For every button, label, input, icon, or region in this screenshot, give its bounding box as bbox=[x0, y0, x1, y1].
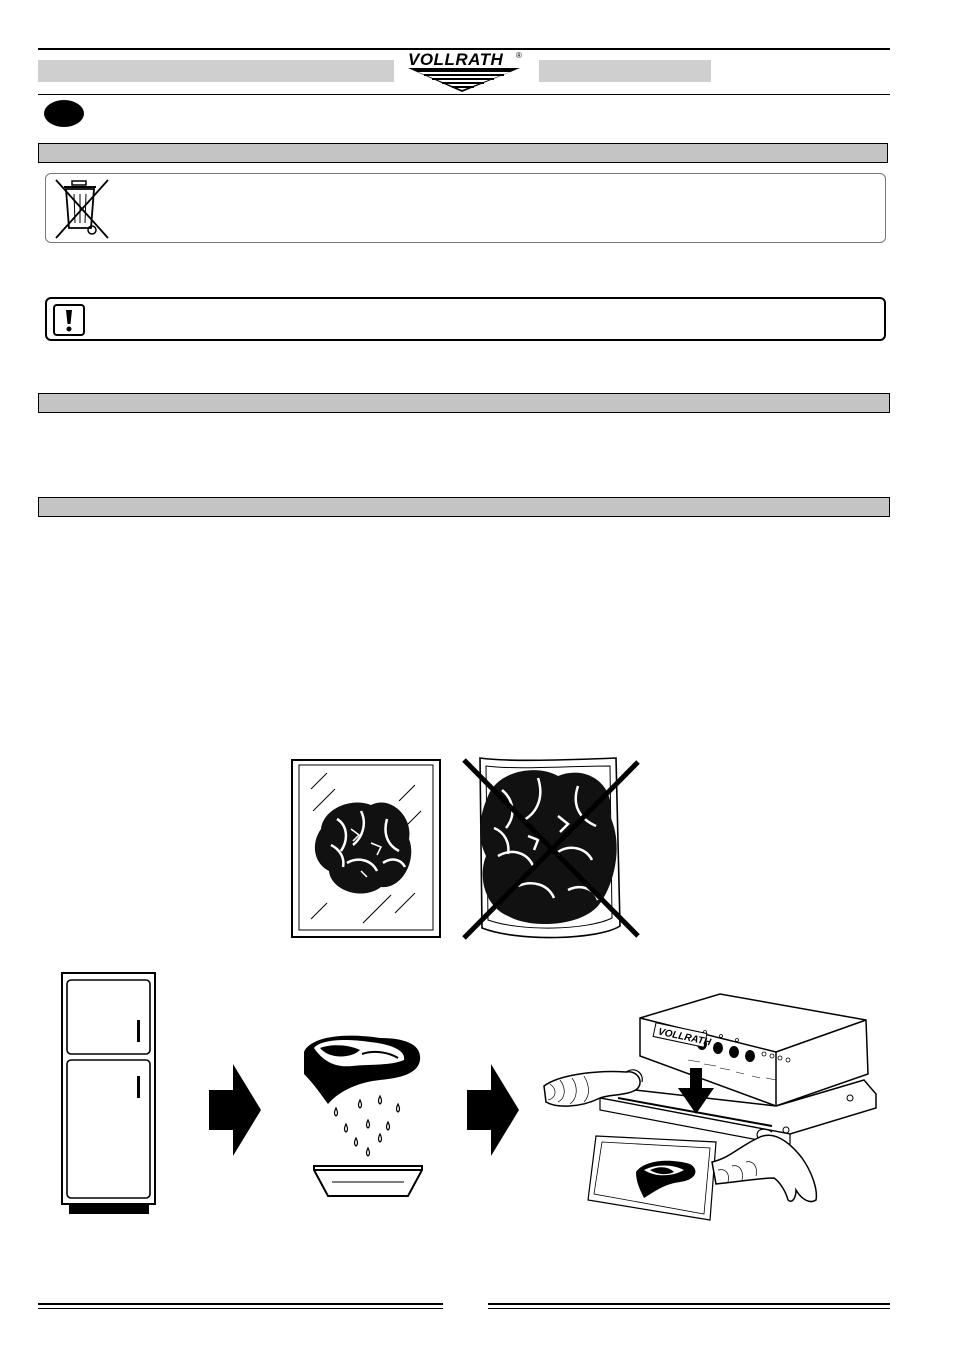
footer-right-rule-2 bbox=[488, 1308, 890, 1309]
section-bar-1 bbox=[38, 143, 888, 163]
footer-right-rule-1 bbox=[488, 1303, 890, 1305]
right-arrow-icon bbox=[467, 1064, 519, 1156]
footer-left-rule-2 bbox=[38, 1308, 443, 1309]
sealer-brand-logo: VOLLRATH bbox=[657, 1026, 712, 1049]
drip-tray-illustration bbox=[312, 1164, 424, 1198]
correctly-filled-bag-illustration bbox=[291, 759, 441, 939]
disposal-notice-box bbox=[45, 173, 886, 243]
exclamation-icon bbox=[53, 304, 85, 336]
brand-logo bbox=[404, 48, 524, 94]
brand-logo-text: VOLLRATH bbox=[408, 50, 504, 69]
header-bottom-rule bbox=[38, 94, 890, 95]
thawing-meat-illustration bbox=[300, 1030, 424, 1170]
header-left-bar bbox=[38, 60, 394, 82]
crossed-out-wheelie-bin-icon bbox=[52, 178, 112, 240]
refrigerator-illustration bbox=[61, 972, 157, 1216]
vacuum-sealer-illustration bbox=[540, 994, 880, 1224]
section-bar-2 bbox=[38, 393, 890, 413]
overfilled-bag-illustration bbox=[458, 756, 642, 942]
footer-left-rule-1 bbox=[38, 1303, 443, 1305]
right-arrow-icon bbox=[209, 1064, 261, 1156]
header-right-bar bbox=[539, 60, 711, 82]
caution-notice-box bbox=[45, 297, 886, 341]
section-bar-3 bbox=[38, 497, 890, 517]
language-badge-icon bbox=[44, 100, 84, 127]
registered-mark: ® bbox=[516, 51, 522, 60]
